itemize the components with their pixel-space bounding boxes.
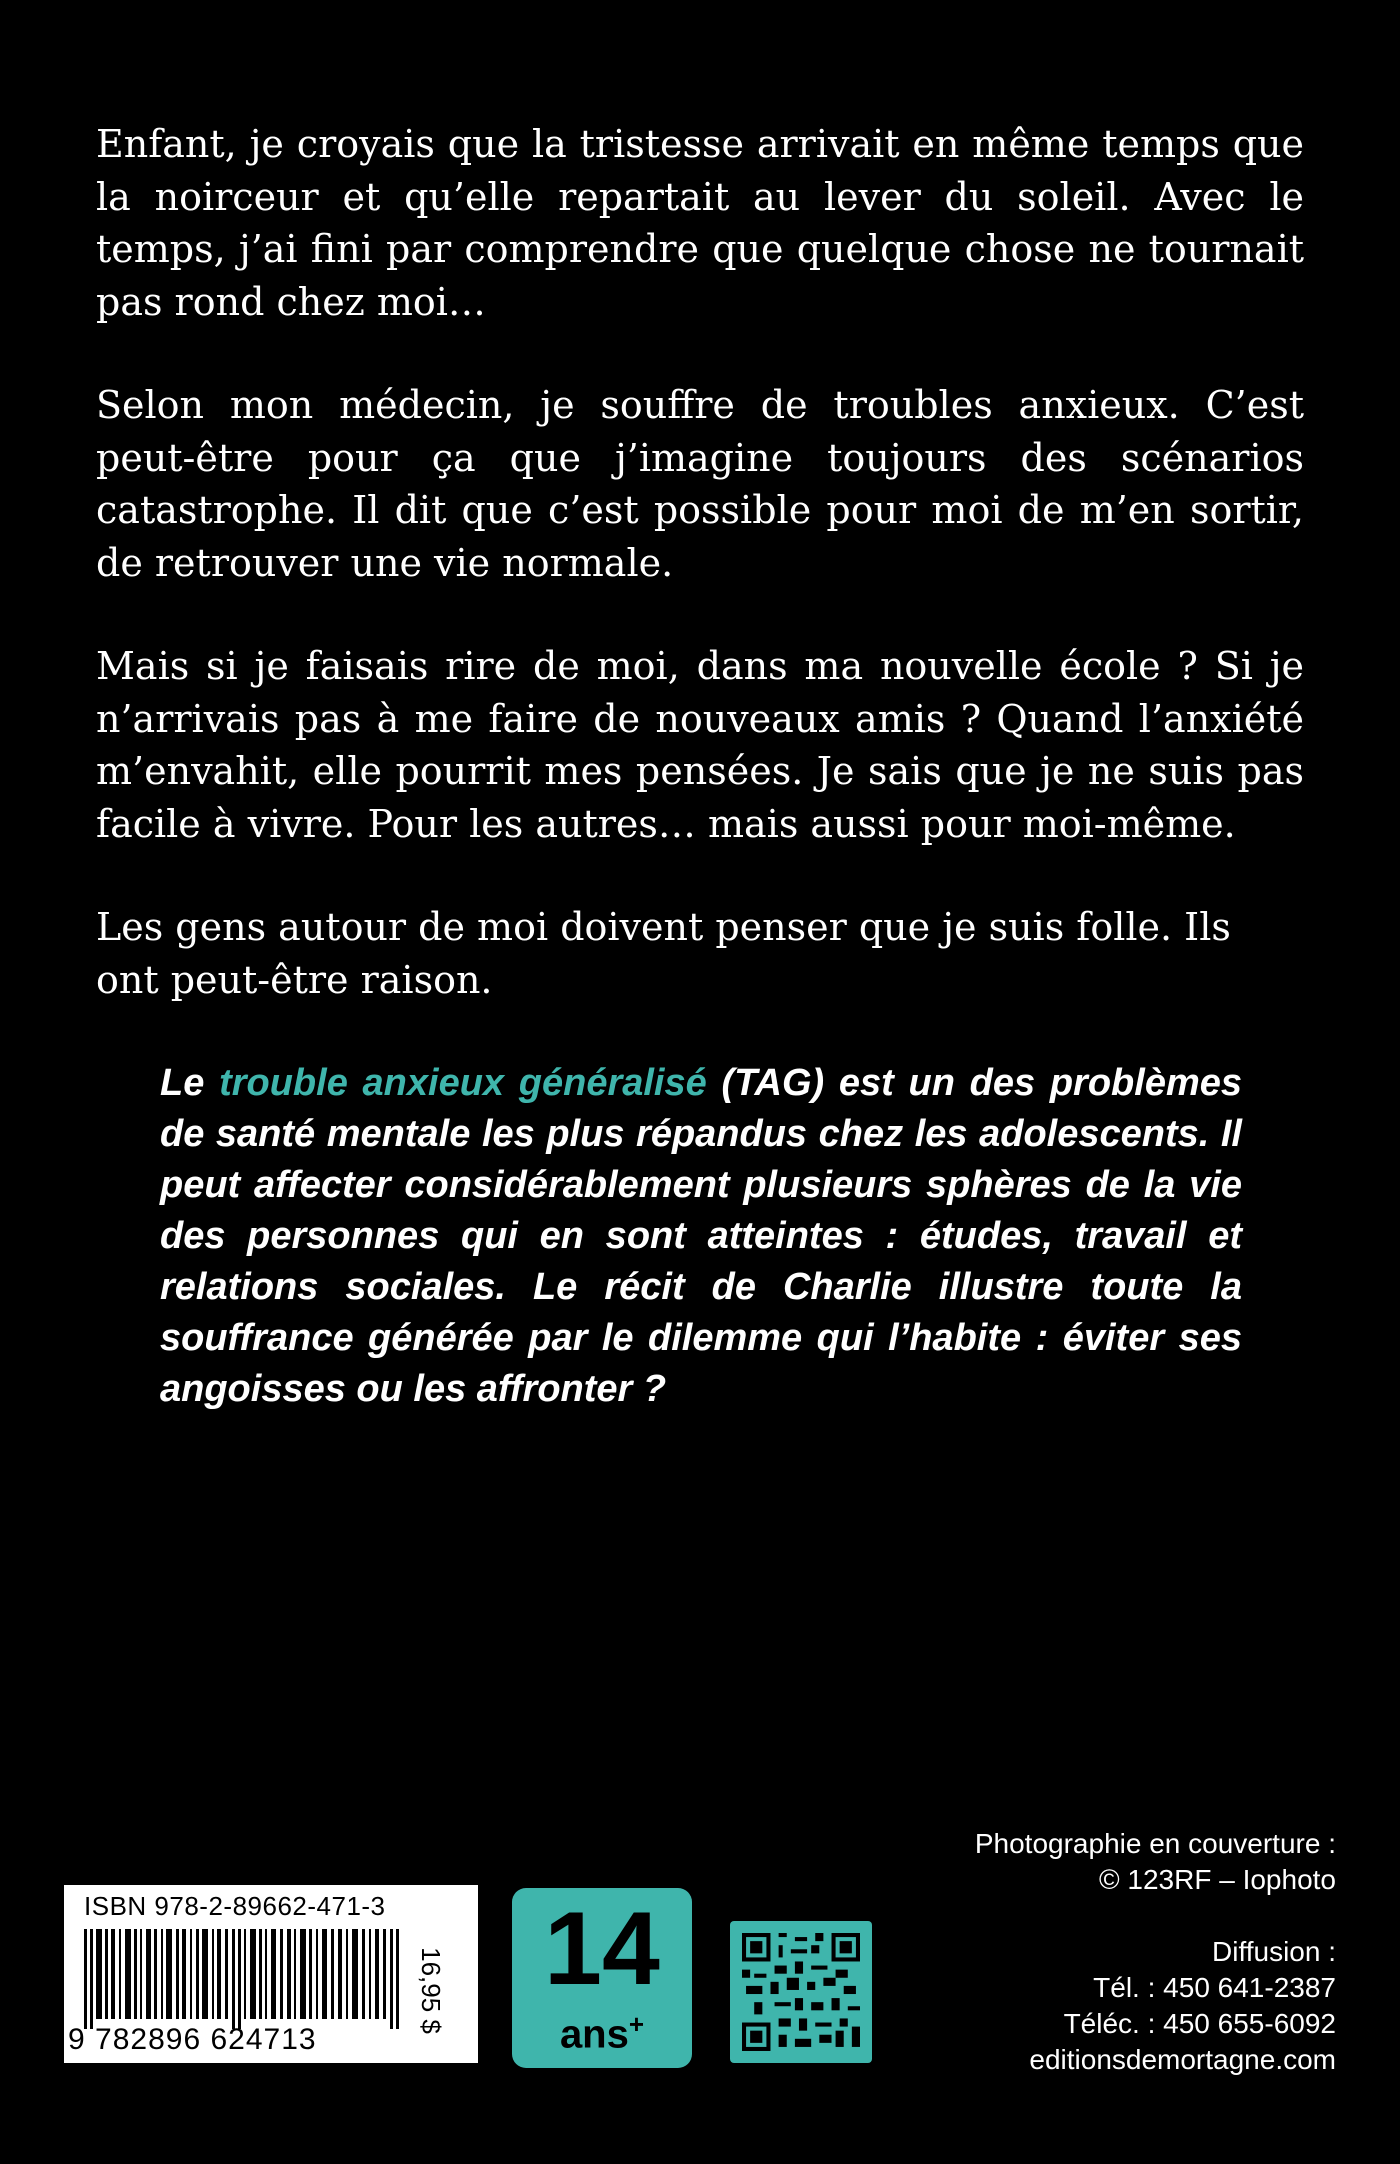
- fax-number: Téléc. : 450 655-6092: [1063, 2008, 1336, 2039]
- blurb-paragraph-3: Mais si je faisais rire de moi, dans ma nouvelle école ? Si je n’arrivais pas à me faire de nouveaux amis ? Quand l’anxiété m’envahit, elle pourrit mes pensées. Je sais que je ne suis pas facile à vivre. Pour les autres… mais aussi pour moi-même.: [96, 644, 1304, 846]
- age-unit-text: ans: [559, 2012, 629, 2057]
- photo-credit-label: Photographie en couverture :: [974, 1828, 1336, 1859]
- barcode-bars: [84, 1929, 414, 2029]
- tag-summary: [160, 1058, 1242, 1415]
- publisher-credits: [816, 1826, 1336, 2078]
- blurb-paragraph-4: Les gens autour de moi doivent penser que je suis folle. Ils ont peut-être raison.: [96, 905, 1231, 1002]
- summary-lead: Le: [160, 1062, 220, 1104]
- back-cover-blurb: [96, 118, 1304, 1057]
- photo-credit: © 123RF – Iophoto: [1098, 1864, 1336, 1895]
- blurb-paragraph-1: Enfant, je croyais que la tristesse arrivait en même temps que la noirceur et qu’elle repartait au lever du soleil. Avec le temps, j’ai fini par comprendre que quelque chose ne tournait pas rond chez moi…: [96, 122, 1304, 324]
- age-rating-badge: [512, 1888, 692, 2068]
- diffusion-label: Diffusion :: [1212, 1936, 1336, 1967]
- age-plus: +: [628, 2009, 645, 2039]
- price-label: 16,95 $: [416, 1947, 447, 2034]
- age-number: 14: [544, 1891, 660, 2007]
- summary-rest: (TAG) est un des problèmes de santé mentale les plus répandus chez les adolescents. Il peut affecter considérablement plusieurs sphères de la vie des personnes qui en sont atteintes : études, travail et relations sociales. Le récit de Charlie illustre toute la souffrance générée par le dilemme qui l’habite : éviter ses angoisses ou les affronter ?: [160, 1062, 1243, 1410]
- qr-code-icon: [730, 1921, 872, 2063]
- phone-number: Tél. : 450 641-2387: [1093, 1972, 1336, 2003]
- summary-highlight: trouble anxieux généralisé: [219, 1062, 707, 1104]
- blurb-paragraph-2: Selon mon médecin, je souffre de troubles anxieux. C’est peut-être pour ça que j’imagine toujours des scénarios catastrophe. Il dit que c’est possible pour moi de m’en sortir, de retrouver une vie normale.: [96, 383, 1304, 585]
- isbn-barcode: [64, 1885, 478, 2063]
- barcode-digits: 9 782896 624713: [68, 2023, 317, 2056]
- age-unit: [512, 2000, 692, 2058]
- qr-code-pattern: [742, 1933, 860, 2051]
- isbn-number: ISBN 978-2-89662-471-3: [84, 1891, 386, 1921]
- publisher-website: editionsdemortagne.com: [1029, 2044, 1336, 2075]
